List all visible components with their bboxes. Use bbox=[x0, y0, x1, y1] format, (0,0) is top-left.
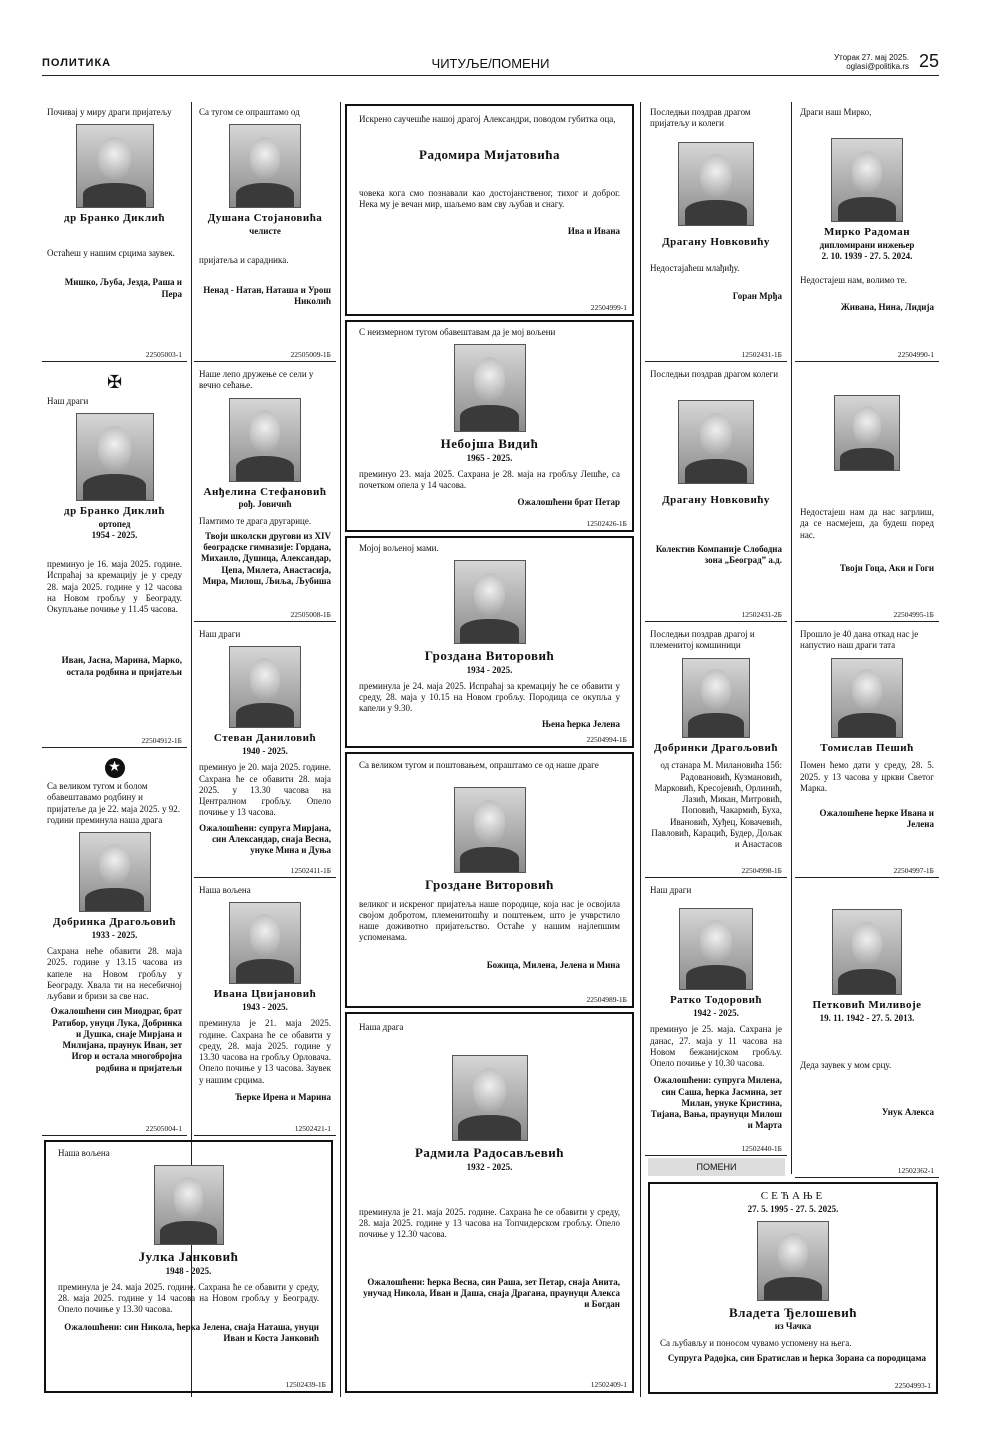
obituary-ad bbox=[194, 104, 336, 362]
deceased-name: др Бранко Диклић bbox=[64, 212, 165, 225]
deceased-name: Томислав Пешић bbox=[820, 741, 914, 754]
ad-text: преминула је 24. маја 2025. Испраћај за кремацију ће се обавити у среду, 28. маја у 10.15 на Новом гробљу. Породица се окупља у капели у 9.30. bbox=[359, 680, 620, 714]
ad-intro: Наш драги bbox=[650, 885, 692, 895]
ad-intro: Последњи поздрав драгој и племенитој комшиници bbox=[650, 629, 755, 651]
ad-code: 22504994-1Б bbox=[586, 734, 627, 744]
ad-code: 22505003-1 bbox=[145, 349, 182, 359]
ad-signature: Твоји школски другови из XIV београдске гимназије: Гордана, Михаило, Душица, Александар, Цепа, Милета, Анастасија, Мира, Милош, Љиља, Љубиша bbox=[200, 530, 331, 586]
deceased-name: Анђелина Стефановић bbox=[203, 485, 327, 498]
ad-code: 12502440-1Б bbox=[741, 1143, 782, 1153]
obituary-ad bbox=[42, 366, 187, 748]
ad-text: преминула је 24. маја 2025. године. Сахрана ће се обавити у среду, 28. маја 2025. године у 14 часова на Новом гробљу у Београду. Опело почиње у 13.30 часова. bbox=[58, 1281, 319, 1315]
portrait-photo bbox=[76, 413, 154, 501]
obituary-ad bbox=[645, 626, 787, 878]
ad-text: Недостајаћеш млађиђу. bbox=[650, 263, 740, 274]
obituary-ad bbox=[645, 104, 787, 362]
ad-text: Деда заувек у мом срцу. bbox=[800, 1060, 892, 1070]
ad-intro: Наша драга bbox=[359, 1022, 404, 1032]
ad-text: великог и искреног пријатеља наше породице, која нас је освојила својом добротом, племенитошћу и поштењем, што је учврстило наше доживотно пријатељство. Остаће у нашим најлепшим успоменама. bbox=[359, 898, 620, 943]
life-years: 1943 - 2025. bbox=[242, 1002, 288, 1012]
ad-intro: С неизмерном тугом обавештавам да је мој вољени bbox=[359, 327, 556, 337]
portrait-photo bbox=[682, 658, 750, 738]
ad-signature: Ћерке Ирена и Марина bbox=[235, 1091, 331, 1102]
ad-code: 12502362-1 bbox=[897, 1165, 934, 1175]
deceased-name: Ратко Тодоровић bbox=[669, 994, 763, 1007]
ad-code: 12502431-1Б bbox=[741, 349, 782, 359]
ad-text: Остаћеш у нашим срцима заувек. bbox=[47, 248, 175, 258]
portrait-photo bbox=[229, 902, 301, 984]
ad-code: 22504998-1Б bbox=[741, 865, 782, 875]
life-years: 1932 - 2025. bbox=[466, 1161, 513, 1172]
obituary-ad bbox=[648, 1182, 938, 1394]
column-rule bbox=[791, 102, 792, 1174]
life-years: 19. 11. 1942 - 27. 5. 2013. bbox=[819, 1012, 915, 1023]
pomeni-section-label: ПОМЕНИ bbox=[648, 1158, 785, 1176]
obituary-ad bbox=[44, 1140, 333, 1393]
deceased-name: Стеван Даниловић bbox=[213, 732, 317, 745]
ad-intro: Наш драги bbox=[199, 629, 241, 639]
portrait-photo bbox=[229, 124, 301, 208]
obituary-ad bbox=[345, 320, 634, 532]
date-block bbox=[834, 54, 909, 72]
ad-signature: Њена ћерка Јелена bbox=[542, 718, 620, 729]
life-years: 1933 - 2025. bbox=[91, 929, 138, 940]
ad-intro: Са великом тугом и болом обавештавамо родбину и пријатеље да је 22. маја 2025. у 92. години преминула наша драга bbox=[47, 781, 181, 825]
maiden-name: рођ. Јовичић bbox=[238, 499, 292, 510]
ad-intro: Драги наш Мирко, bbox=[800, 107, 872, 117]
ad-code: 12502411-1Б bbox=[290, 865, 331, 875]
hometown: из Чачка bbox=[774, 1321, 812, 1332]
obituary-ad bbox=[795, 366, 939, 622]
obituary-ad bbox=[42, 752, 187, 1136]
ad-intro: Последњи поздрав драгом колеги bbox=[650, 369, 779, 379]
ad-code: 22505009-1Б bbox=[290, 349, 331, 359]
deceased-name: Добринки Драгољовић bbox=[654, 741, 778, 754]
ad-intro: Наша вољена bbox=[199, 885, 251, 895]
deceased-name: Радмила Радосављевић bbox=[414, 1145, 565, 1161]
ad-code: 22505008-1Б bbox=[290, 609, 331, 619]
profession: дипломирани инжењер bbox=[819, 240, 915, 250]
portrait-photo bbox=[454, 560, 526, 644]
life-years: 27. 5. 1995 - 27. 5. 2025. bbox=[747, 1203, 839, 1214]
ad-intro: Прошло је 40 дана откад нас је напустио наш драги тата bbox=[800, 629, 919, 651]
column-rule bbox=[340, 102, 341, 1397]
obituary-ad bbox=[345, 752, 634, 1008]
portrait-photo bbox=[678, 400, 754, 484]
portrait-photo bbox=[679, 908, 753, 990]
ad-signature: Супруга Радојка, син Братислав и ћерка Зорана са породицама bbox=[667, 1352, 926, 1363]
deceased-name: Душана Стојановића bbox=[207, 212, 323, 225]
life-years: 1965 - 2025. bbox=[466, 452, 513, 463]
remembrance-heading: СЕЋАЊЕ bbox=[760, 1190, 826, 1202]
orthodox-cross-icon: ✠ bbox=[106, 372, 123, 392]
email-address[interactable]: oglasi@politika.rs bbox=[846, 61, 909, 71]
ad-intro: Искрено саучешће нашој драгој Александри, поводом губитка оца, bbox=[359, 114, 616, 124]
obituary-ad bbox=[194, 882, 336, 1136]
ad-text: Недостајеш нам, волимо те. bbox=[800, 274, 907, 285]
ad-signature: Твоји Гоца, Аки и Гоги bbox=[839, 562, 934, 573]
ad-intro: Са великом тугом и поштовањем, опраштамо се од наше драге bbox=[359, 760, 599, 770]
obituary-ad bbox=[345, 1012, 634, 1393]
deceased-name: Драгану Новковићу bbox=[662, 494, 770, 507]
obituary-ad bbox=[795, 626, 939, 878]
deceased-name: Гроздане Виторовић bbox=[425, 877, 554, 893]
ad-code: 22504912-1Б bbox=[141, 735, 182, 745]
ad-code: 22504993-1 bbox=[894, 1380, 931, 1390]
ad-code: 12502439-1Б bbox=[285, 1379, 326, 1389]
page-header bbox=[42, 52, 939, 76]
deceased-name: Петковић Миливоје bbox=[812, 999, 922, 1011]
portrait-photo bbox=[452, 1055, 528, 1141]
obituary-ad bbox=[42, 104, 187, 362]
ad-signature: Унук Алекса bbox=[881, 1107, 934, 1118]
ad-text: Памтимо те драга другарице. bbox=[199, 515, 312, 526]
ad-signature: Ожалошћене ћерке Ивана и Јелена bbox=[819, 808, 934, 830]
ad-signature: Ожалошћени: супруга Мирјана, син Александар, снаја Весна, унуке Мина и Дуња bbox=[199, 822, 331, 855]
portrait-photo bbox=[79, 832, 151, 912]
life-years: 1934 - 2025. bbox=[466, 664, 513, 675]
portrait-photo bbox=[76, 124, 154, 208]
ad-signature: Ожалошћени: син Никола, ћерка Јелена, снаја Наташа, унуци Иван и Коста Јанковић bbox=[64, 1321, 319, 1343]
ad-signature: Горан Мрђа bbox=[732, 290, 782, 301]
ad-signature: Ожалошћени брат Петар bbox=[517, 497, 620, 508]
deceased-name: Ивана Цвијановић bbox=[213, 988, 317, 1001]
ad-intro: Са тугом се опраштамо од bbox=[199, 107, 300, 117]
deceased-name: Владета Ђелошевић bbox=[728, 1305, 858, 1320]
ad-text: Сахрана неће обавити 28. маја 2025. године у 13.15 часова из капеле на Новом гробљу у Београду. Хвала ти на несебичној љубави и бризи за све нас. bbox=[47, 946, 182, 1001]
ad-signature: Ожалошћени: ћерка Весна, син Раша, зет Петар, снаја Анита, унучад Никола, Иван и Даша, снаја Драгана, праунуци Алекса и Богдан bbox=[363, 1276, 620, 1309]
deceased-name: Радомира Мијатовића bbox=[419, 147, 560, 163]
obituary-ad bbox=[194, 366, 336, 622]
deceased-name: Гроздана Виторовић bbox=[424, 648, 555, 664]
portrait-photo bbox=[834, 395, 900, 471]
life-years: 1940 - 2025. bbox=[242, 746, 288, 756]
ad-text: преминула је 21. маја 2025. године. Сахрана ће се обавити у среду, 28. маја 2025. године у 13 часова на Топчидерском гробљу. Опело почиње у 12.30 часова. bbox=[359, 1206, 620, 1240]
deceased-name: Добринка Драгољовић bbox=[53, 916, 176, 928]
ad-text: преминуо је 16. маја 2025. године. Испраћај за кремацију је у среду 28. маја 2025. године у 12 часова на Новом гробљу у Београду. Окупљање почиње у 11.45 часова. bbox=[47, 559, 182, 614]
ad-text: пријатеља и сарадника. bbox=[199, 255, 289, 266]
obituary-ad bbox=[345, 536, 634, 748]
ad-code: 22504995-1Б bbox=[893, 609, 934, 619]
ad-signature: Божица, Милена, Јелена и Мина bbox=[486, 959, 620, 970]
ad-signature: Ненад - Натан, Наташа и Урош Николић bbox=[203, 284, 331, 306]
ad-signature: Ожалошћени син Миодраг, брат Ратибор, унуци Лука, Добринка и Душка, снаје Мирјана и Милијана, праунук Иван, зет Игор и остала многобројна родбина и пријатељи bbox=[50, 1006, 182, 1073]
ad-text: Помен ћемо дати у среду, 28. 5. 2025. у 13 часова у цркви Светог Марка. bbox=[800, 760, 934, 793]
life-years: 2. 10. 1939 - 27. 5. 2024. bbox=[821, 251, 913, 262]
section-title: ЧИТУЉЕ/ПОМЕНИ bbox=[431, 56, 550, 71]
ad-code: 22504990-1 bbox=[897, 349, 934, 359]
life-years: 1954 - 2025. bbox=[91, 529, 138, 540]
star-icon: ★ bbox=[105, 758, 125, 778]
ad-signature: Иван, Јасна, Марина, Марко, остала родбина и пријатељи bbox=[61, 655, 182, 677]
ad-text: од станара М. Милановића 15б: Радовановић, Кузмановић, Марковић, Кресојевић, Орлинић, Лазић, Микан, Митровић, Поповић, Чакармић, Буха, Ивановић, Хуђец, Ковачевић, Павловић, Карацић, Будер, Дољак и Анастасов bbox=[651, 760, 782, 849]
newspaper-logo: ПОЛИТИКА bbox=[42, 57, 112, 69]
deceased-name: Драгану Новковићу bbox=[662, 235, 770, 248]
ad-signature: Мишко, Љуба, Језда, Раша и Пера bbox=[64, 277, 182, 299]
deceased-name: Небојша Видић bbox=[440, 436, 539, 452]
ad-signature: Колектив Компаније Слободна зона „Београд” а.д. bbox=[655, 544, 782, 566]
ad-text: преминула је 21. маја 2025. године. Сахрана ће се обавити у среду, 28. маја 2025. године у 13.30 часова на гробљу Орловача. Опело почиње у 13 часова. Заувек у нашим срцима. bbox=[199, 1018, 331, 1085]
column-rule bbox=[640, 102, 641, 1397]
ad-code: 12502421-1 bbox=[294, 1123, 331, 1133]
ad-code: 12502426-1Б bbox=[586, 518, 627, 528]
ad-signature: Ива и Ивана bbox=[567, 226, 620, 236]
obituary-ad bbox=[795, 882, 939, 1178]
ad-code: 12502431-2Б bbox=[741, 609, 782, 619]
ad-text: преминуо је 20. маја 2025. године. Сахрана ће се обавити 28. маја 2025. у 13.30 часова на Централном гробљу. Опело почиње у 13 часова. bbox=[199, 762, 331, 818]
deceased-name: др Бранко Диклић bbox=[64, 504, 165, 517]
issue-date: Уторак 27. мај 2025. bbox=[833, 53, 909, 62]
profession: челисте bbox=[249, 226, 281, 236]
deceased-name: Јулка Јанковић bbox=[138, 1249, 239, 1265]
deceased-name: Мирко Радоман bbox=[823, 226, 911, 239]
ad-code: 22504999-1 bbox=[590, 302, 627, 312]
ad-text: преминуо 23. маја 2025. Сахрана је 28. маја на гробљу Лешће, са почетком опела у 14 часова. bbox=[359, 468, 620, 490]
ad-code: 22505004-1 bbox=[145, 1123, 182, 1133]
portrait-photo bbox=[831, 658, 903, 738]
page-number: 25 bbox=[918, 51, 939, 71]
ad-text: човека кога смо познавали као достојанственог, тихог и доброг. Нека му је вечан мир, шаљемо вам сву љубав и снагу. bbox=[359, 187, 620, 209]
obituary-ad bbox=[345, 104, 634, 316]
portrait-photo bbox=[454, 344, 526, 432]
obituary-ad bbox=[795, 104, 939, 362]
ad-intro: Наше лепо дружење се сели у вечно сећање. bbox=[199, 369, 314, 391]
ad-code: 22504989-1Б bbox=[586, 994, 627, 1004]
ad-text: Са љубављу и поносом чувамо успомену на њега. bbox=[660, 1337, 852, 1348]
portrait-photo bbox=[229, 398, 301, 482]
portrait-photo bbox=[832, 909, 902, 995]
portrait-photo bbox=[757, 1221, 829, 1301]
ad-signature: Живана, Нина, Лидија bbox=[840, 301, 934, 312]
profession: ортопед bbox=[98, 518, 131, 529]
portrait-photo bbox=[831, 138, 903, 222]
portrait-photo bbox=[154, 1165, 224, 1245]
ad-text: Недостајеш нам да нас загрлиш, да се насмејеш, да будеш поред нас. bbox=[800, 507, 934, 540]
ad-intro: Наша вољена bbox=[58, 1148, 110, 1158]
ad-signature: Ожалошћени: супруга Милена, син Саша, ћерка Јасмина, зет Милан, унуке Кристина, Тијана, Вања, праунуци Милош и Марта bbox=[650, 1075, 782, 1131]
portrait-photo bbox=[454, 787, 526, 873]
portrait-photo bbox=[678, 142, 754, 226]
ad-intro: Наш драги bbox=[47, 395, 89, 406]
life-years: 1948 - 2025. bbox=[165, 1265, 212, 1276]
ad-intro: Мојој вољеној мами. bbox=[359, 543, 439, 553]
life-years: 1942 - 2025. bbox=[693, 1008, 739, 1018]
obituary-ad bbox=[645, 882, 787, 1156]
obituary-ad bbox=[194, 626, 336, 878]
ad-text: преминуо је 25. маја. Сахрана је данас, 27. маја у 11 часова на Новом бежанијском гробљу. Опело почиње у 10.30 часова. bbox=[650, 1024, 782, 1068]
ad-code: 12502409-1 bbox=[590, 1379, 627, 1389]
obituary-ad bbox=[645, 366, 787, 622]
portrait-photo bbox=[229, 646, 301, 728]
ad-intro: Почивај у миру драги пријатељу bbox=[47, 107, 172, 117]
ad-intro: Последњи поздрав драгом пријатељу и колеги bbox=[650, 107, 751, 129]
ad-code: 22504997-1Б bbox=[893, 865, 934, 875]
